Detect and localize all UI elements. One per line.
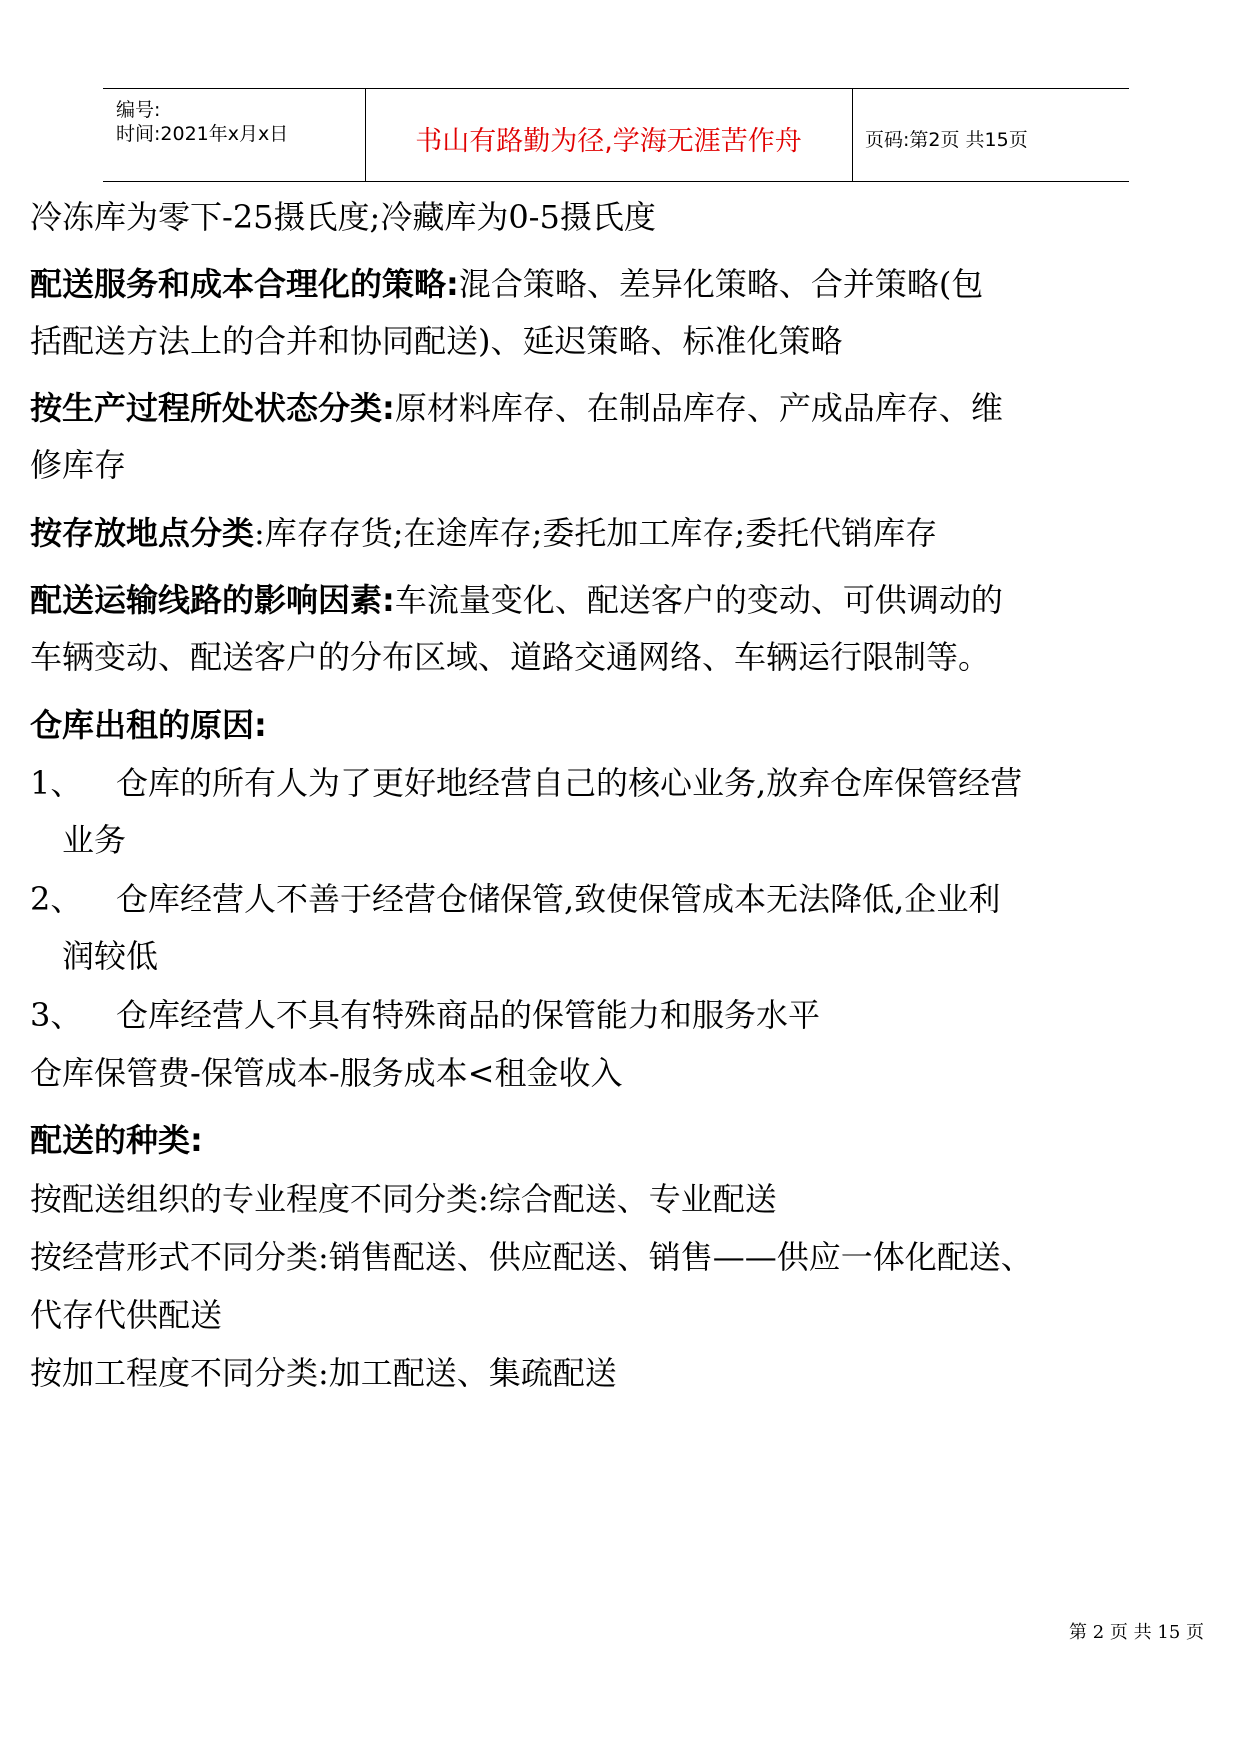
header-center-cell xyxy=(365,89,853,181)
paragraph-production-state xyxy=(30,383,1003,429)
header-page-number: 页码:第2页 共15页 xyxy=(865,129,1028,151)
list-item-cont: 业务 xyxy=(62,821,127,859)
paragraph-production-state-cont: 修库存 xyxy=(30,446,127,484)
paragraph-by-organization: 按配送组织的专业程度不同分类:综合配送、专业配送 xyxy=(30,1180,777,1218)
list-item-cont: 润较低 xyxy=(62,937,159,975)
heading-production-state: 按生产过程所处状态分类: xyxy=(30,389,395,427)
heading-delivery-types: 配送的种类: xyxy=(30,1121,203,1159)
paragraph-by-business-form-cont: 代存代供配送 xyxy=(30,1296,223,1334)
list-item xyxy=(30,990,820,1036)
heading-storage-location: 按存放地点分类 xyxy=(30,514,255,552)
heading-warehouse-lease: 仓库出租的原因: xyxy=(30,706,267,744)
text-strategy: 混合策略、差异化策略、合并策略(包 xyxy=(458,265,984,303)
paragraph-strategy-cont: 括配送方法上的合并和协同配送)、延迟策略、标准化策略 xyxy=(30,322,843,360)
paragraph-storage-location xyxy=(30,508,937,554)
list-number: 2、 xyxy=(30,880,83,918)
list-number: 3、 xyxy=(30,996,83,1034)
list-item xyxy=(30,874,1000,920)
paragraph-strategy xyxy=(30,259,983,305)
header-motto: 书山有路勤为径,学海无涯苦作舟 xyxy=(415,126,802,157)
list-text: 仓库的所有人为了更好地经营自己的核心业务,放弃仓库保管经营 xyxy=(116,764,1023,802)
heading-strategy: 配送服务和成本合理化的策略: xyxy=(30,265,459,303)
list-number: 1、 xyxy=(30,764,83,802)
paragraph-by-processing: 按加工程度不同分类:加工配送、集疏配送 xyxy=(30,1354,617,1392)
list-text: 仓库经营人不善于经营仓储保管,致使保管成本无法降低,企业利 xyxy=(116,880,1001,918)
paragraph-by-business-form: 按经营形式不同分类:销售配送、供应配送、销售——供应一体化配送、 xyxy=(30,1238,1033,1276)
paragraph-fee-formula: 仓库保管费-保管成本-服务成本<租金收入 xyxy=(30,1054,623,1092)
text-storage-location: :库存存货;在途库存;委托加工库存;委托代销库存 xyxy=(254,514,938,552)
text-route-factors: 车流量变化、配送客户的变动、可供调动的 xyxy=(394,581,1003,619)
document-number: 编号: xyxy=(116,99,161,121)
header-left-cell xyxy=(103,89,366,181)
paragraph-temperature: 冷冻库为零下-25摄氏度;冷藏库为0-5摄氏度 xyxy=(30,198,656,236)
paragraph-route-factors-cont: 车辆变动、配送客户的分布区域、道路交通网络、车辆运行限制等。 xyxy=(30,638,991,676)
page-header xyxy=(103,88,1129,182)
header-right-cell xyxy=(853,89,1129,181)
page-footer: 第 2 页 共 15 页 xyxy=(1069,1622,1204,1643)
text-production-state: 原材料库存、在制品库存、产成品库存、维 xyxy=(394,389,1003,427)
document-time: 时间:2021年x月x日 xyxy=(116,123,289,145)
list-item xyxy=(30,758,1022,804)
paragraph-route-factors xyxy=(30,575,1003,621)
heading-route-factors: 配送运输线路的影响因素: xyxy=(30,581,395,619)
list-text: 仓库经营人不具有特殊商品的保管能力和服务水平 xyxy=(116,996,821,1034)
